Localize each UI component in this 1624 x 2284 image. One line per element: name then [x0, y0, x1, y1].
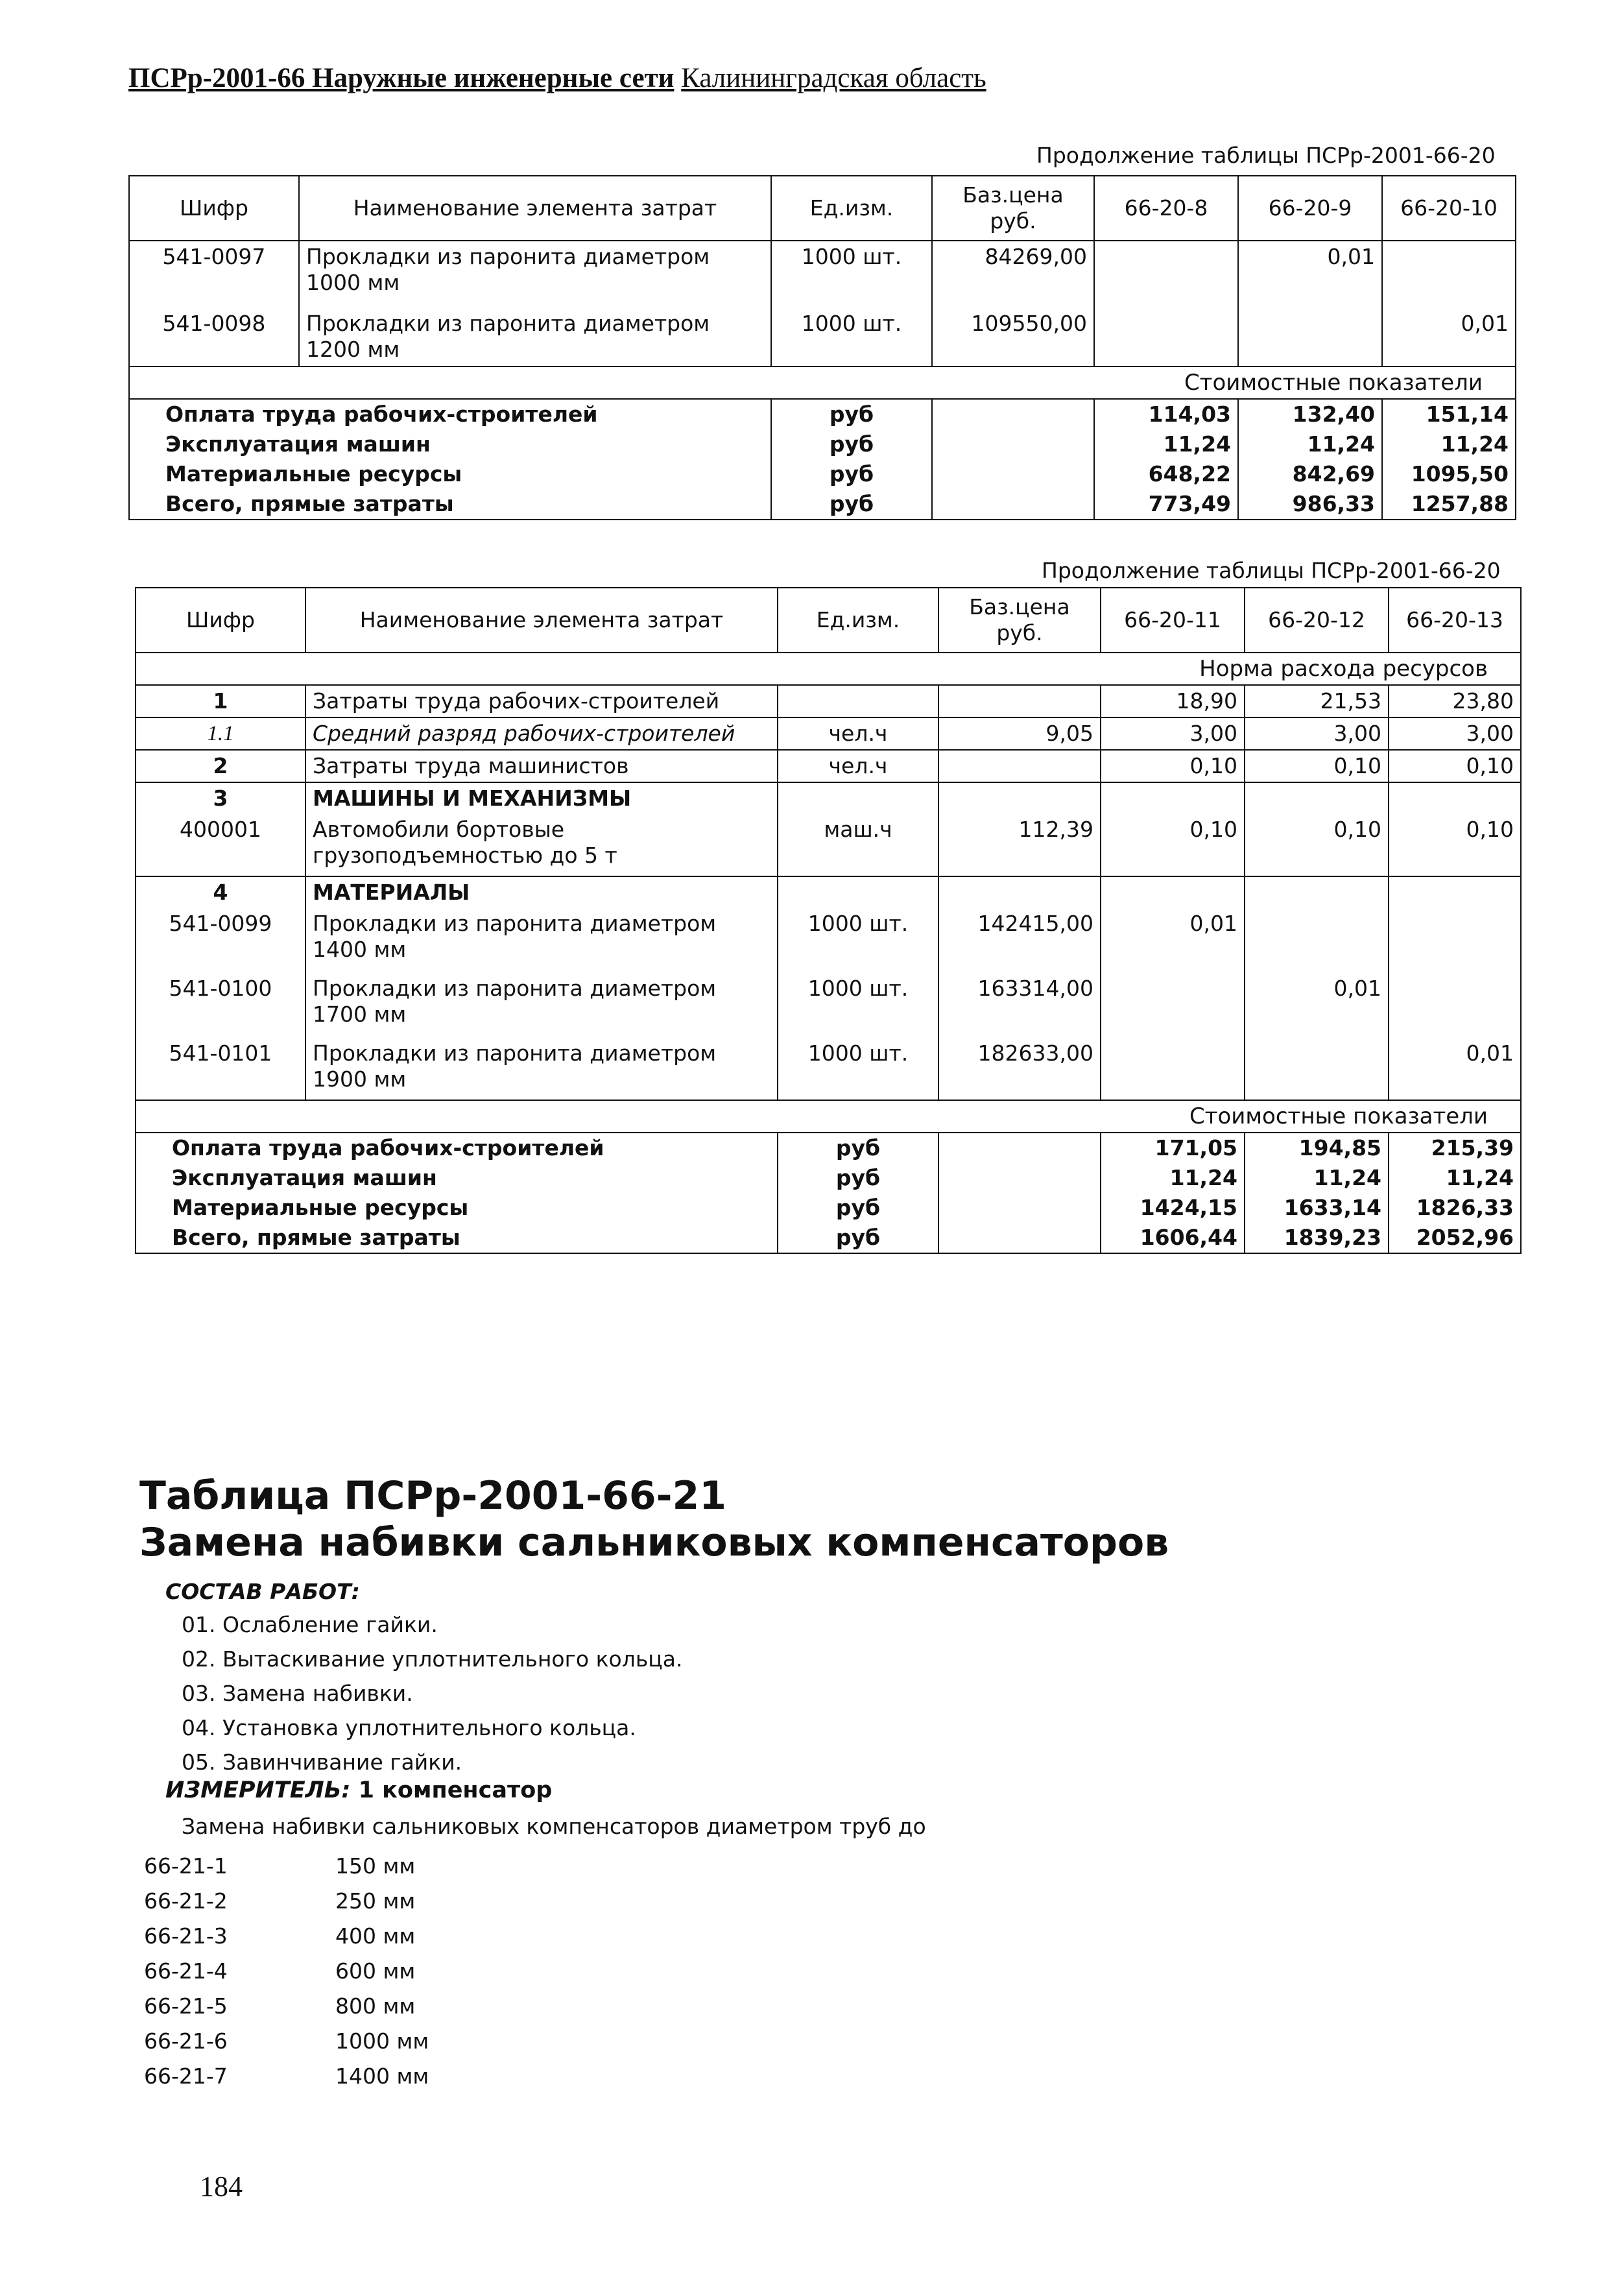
summary-label: Материальные ресурсы [129, 459, 771, 489]
summary-value: 11,24 [1382, 429, 1516, 459]
list-item [144, 2059, 429, 2094]
row-value [1389, 973, 1521, 1038]
row-value [1245, 782, 1389, 814]
row-code: 541-0101 [136, 1038, 305, 1100]
header-cell: 66-20-10 [1382, 176, 1516, 241]
work-step: 01. Ослабление гайки. [182, 1612, 438, 1637]
header-cell: 66-20-13 [1389, 588, 1521, 653]
row-value [1389, 908, 1521, 973]
row-price [938, 876, 1101, 908]
summary-row [136, 1193, 1521, 1223]
header-cell: Баз.цена руб. [938, 588, 1101, 653]
table-row [136, 717, 1521, 750]
item-code: 66-21-2 [144, 1888, 228, 1914]
header-cell: 66-20-9 [1238, 176, 1382, 241]
table-row [136, 973, 1521, 1038]
row-price [938, 750, 1101, 782]
item-code: 66-21-3 [144, 1923, 228, 1949]
summary-value: 11,24 [1094, 429, 1238, 459]
summary-blank [932, 459, 1094, 489]
table2 [135, 587, 1522, 1254]
codes-list [144, 1849, 429, 2094]
row-code: 400001 [136, 814, 305, 876]
izmeritel-value: 1 компенсатор [358, 1777, 553, 1803]
summary-value: 11,24 [1101, 1163, 1245, 1193]
header-cell: 66-20-8 [1094, 176, 1238, 241]
row-value: 0,01 [1238, 241, 1382, 308]
summary-blank [938, 1133, 1101, 1163]
row-name: Прокладки из паронита диаметром 1200 мм [299, 308, 771, 367]
row-value: 0,10 [1245, 814, 1389, 876]
row-unit [778, 782, 938, 814]
list-item [144, 1954, 429, 1989]
table1-header-row [129, 176, 1516, 241]
row-value: 0,10 [1101, 814, 1245, 876]
row-value [1094, 241, 1238, 308]
summary-label: Эксплуатация машин [129, 429, 771, 459]
header-cell: Наименование элемента затрат [299, 176, 771, 241]
page-number: 184 [200, 2170, 243, 2202]
table-row [129, 308, 1516, 367]
row-name: Затраты труда рабочих-строителей [305, 685, 778, 717]
summary-unit: руб [778, 1163, 938, 1193]
row-price [938, 685, 1101, 717]
summary-value: 11,24 [1238, 429, 1382, 459]
item-size: 150 мм [335, 1853, 416, 1879]
summary-blank [932, 429, 1094, 459]
row-price: 84269,00 [932, 241, 1094, 308]
work-steps-list [182, 1607, 682, 1779]
item-code: 66-21-1 [144, 1853, 228, 1879]
list-item [144, 1849, 429, 1884]
table-row [136, 814, 1521, 876]
section-row [129, 367, 1516, 399]
summary-value: 2052,96 [1389, 1223, 1521, 1253]
summary-blank [932, 399, 1094, 429]
summary-value: 986,33 [1238, 489, 1382, 520]
summary-unit: руб [771, 489, 932, 520]
row-name: Автомобили бортовые грузоподъемностью до 5 т [305, 814, 778, 876]
section-title-line1: Таблица ПСРр-2001-66-21 [139, 1473, 727, 1519]
summary-blank [932, 489, 1094, 520]
row-value: 0,01 [1389, 1038, 1521, 1100]
table2-header-row [136, 588, 1521, 653]
row-value [1101, 782, 1245, 814]
summary-value: 215,39 [1389, 1133, 1521, 1163]
row-value [1245, 1038, 1389, 1100]
row-name: Прокладки из паронита диаметром 1900 мм [305, 1038, 778, 1100]
row-value [1382, 241, 1516, 308]
item-code: 66-21-6 [144, 2028, 228, 2054]
row-code: 4 [136, 876, 305, 908]
summary-label: Эксплуатация машин [136, 1163, 778, 1193]
row-value [1389, 876, 1521, 908]
summary-blank [938, 1163, 1101, 1193]
section-description: Замена набивки сальниковых компенсаторов диаметром труб до [182, 1814, 926, 1839]
table-row [136, 1038, 1521, 1100]
row-name: Средний разряд рабочих-строителей [305, 717, 778, 750]
row-code: 1.1 [136, 717, 305, 750]
row-name: Прокладки из паронита диаметром 1700 мм [305, 973, 778, 1038]
item-size: 800 мм [335, 1993, 416, 2019]
row-price: 112,39 [938, 814, 1101, 876]
header-cell: Ед.изм. [778, 588, 938, 653]
list-item [144, 2024, 429, 2059]
summary-unit: руб [771, 399, 932, 429]
row-price [938, 782, 1101, 814]
header-cell: Шифр [129, 176, 299, 241]
table-row [136, 782, 1521, 814]
list-item [144, 1884, 429, 1919]
cost-section-label: Стоимостные показатели [136, 1100, 1521, 1133]
table2-continuation: Продолжение таблицы ПСРр-2001-66-20 [1042, 558, 1501, 583]
summary-blank [938, 1193, 1101, 1223]
summary-value: 1826,33 [1389, 1193, 1521, 1223]
item-code: 66-21-7 [144, 2063, 228, 2089]
summary-value: 1095,50 [1382, 459, 1516, 489]
table-row [136, 908, 1521, 973]
summary-row [136, 1223, 1521, 1253]
list-item [144, 1989, 429, 2024]
section-row [136, 1100, 1521, 1133]
summary-row [136, 1163, 1521, 1193]
row-value [1101, 876, 1245, 908]
table-row [129, 241, 1516, 308]
summary-value: 1424,15 [1101, 1193, 1245, 1223]
row-name: Затраты труда машинистов [305, 750, 778, 782]
header-cell: Баз.цена руб. [932, 176, 1094, 241]
section-title-line2: Замена набивки сальниковых компенсаторов [139, 1520, 1169, 1565]
row-unit [778, 876, 938, 908]
header-cell: Шифр [136, 588, 305, 653]
sostav-label: СОСТАВ РАБОТ: [165, 1579, 360, 1604]
row-value [1389, 782, 1521, 814]
summary-unit: руб [778, 1133, 938, 1163]
summary-row [129, 429, 1516, 459]
summary-value: 11,24 [1389, 1163, 1521, 1193]
row-unit: 1000 шт. [771, 308, 932, 367]
row-value: 3,00 [1101, 717, 1245, 750]
row-price: 182633,00 [938, 1038, 1101, 1100]
row-code: 541-0097 [129, 241, 299, 308]
summary-value: 648,22 [1094, 459, 1238, 489]
table-row [136, 685, 1521, 717]
item-size: 600 мм [335, 1958, 416, 1984]
norm-section-label: Норма расхода ресурсов [136, 653, 1521, 685]
summary-unit: руб [778, 1193, 938, 1223]
summary-label: Всего, прямые затраты [136, 1223, 778, 1253]
summary-value: 1839,23 [1245, 1223, 1389, 1253]
row-value: 23,80 [1389, 685, 1521, 717]
summary-value: 1257,88 [1382, 489, 1516, 520]
row-price: 142415,00 [938, 908, 1101, 973]
summary-unit: руб [778, 1223, 938, 1253]
summary-label: Оплата труда рабочих-строителей [129, 399, 771, 429]
summary-row [129, 459, 1516, 489]
row-value: 0,01 [1101, 908, 1245, 973]
row-code: 541-0099 [136, 908, 305, 973]
row-value [1245, 908, 1389, 973]
summary-value: 1606,44 [1101, 1223, 1245, 1253]
row-code: 541-0098 [129, 308, 299, 367]
row-value [1101, 973, 1245, 1038]
item-code: 66-21-4 [144, 1958, 228, 1984]
row-value [1245, 876, 1389, 908]
row-unit: чел.ч [778, 717, 938, 750]
row-value: 18,90 [1101, 685, 1245, 717]
summary-label: Материальные ресурсы [136, 1193, 778, 1223]
row-code: 1 [136, 685, 305, 717]
section-row [136, 653, 1521, 685]
item-size: 400 мм [335, 1923, 416, 1949]
row-value: 3,00 [1389, 717, 1521, 750]
row-price: 109550,00 [932, 308, 1094, 367]
work-step: 04. Установка уплотнительного кольца. [182, 1715, 636, 1740]
summary-row [129, 489, 1516, 520]
summary-value: 132,40 [1238, 399, 1382, 429]
row-unit [778, 685, 938, 717]
item-size: 1000 мм [335, 2028, 429, 2054]
item-code: 66-21-5 [144, 1993, 228, 2019]
row-name: МАТЕРИАЛЫ [305, 876, 778, 908]
row-name: Прокладки из паронита диаметром 1400 мм [305, 908, 778, 973]
row-value: 0,01 [1382, 308, 1516, 367]
row-unit: 1000 шт. [771, 241, 932, 308]
izmeritel-label: ИЗМЕРИТЕЛЬ: [165, 1777, 351, 1803]
row-unit: маш.ч [778, 814, 938, 876]
row-value: 21,53 [1245, 685, 1389, 717]
summary-value: 11,24 [1245, 1163, 1389, 1193]
row-code: 2 [136, 750, 305, 782]
header-code-title: ПСРр-2001-66 Наружные инженерные сети [128, 63, 675, 93]
row-value: 3,00 [1245, 717, 1389, 750]
row-value [1094, 308, 1238, 367]
summary-value: 1633,14 [1245, 1193, 1389, 1223]
row-code: 541-0100 [136, 973, 305, 1038]
row-unit: чел.ч [778, 750, 938, 782]
row-unit: 1000 шт. [778, 1038, 938, 1100]
row-value [1238, 308, 1382, 367]
row-code: 3 [136, 782, 305, 814]
summary-value: 151,14 [1382, 399, 1516, 429]
work-step: 05. Завинчивание гайки. [182, 1749, 462, 1775]
row-value: 0,10 [1245, 750, 1389, 782]
summary-row [129, 399, 1516, 429]
header-region: Калининградская область [681, 63, 986, 93]
summary-value: 773,49 [1094, 489, 1238, 520]
summary-label: Оплата труда рабочих-строителей [136, 1133, 778, 1163]
izmeritel [165, 1777, 552, 1803]
header-cell: Ед.изм. [771, 176, 932, 241]
summary-unit: руб [771, 459, 932, 489]
summary-value: 194,85 [1245, 1133, 1389, 1163]
work-step: 02. Вытаскивание уплотнительного кольца. [182, 1646, 683, 1672]
work-step: 03. Замена набивки. [182, 1681, 413, 1706]
row-unit: 1000 шт. [778, 908, 938, 973]
item-size: 250 мм [335, 1888, 416, 1914]
page-header [128, 62, 1069, 94]
summary-value: 114,03 [1094, 399, 1238, 429]
item-size: 1400 мм [335, 2063, 429, 2089]
row-price: 9,05 [938, 717, 1101, 750]
summary-unit: руб [771, 429, 932, 459]
row-value: 0,10 [1101, 750, 1245, 782]
summary-row [136, 1133, 1521, 1163]
header-cell: Наименование элемента затрат [305, 588, 778, 653]
table1 [128, 175, 1516, 520]
row-unit: 1000 шт. [778, 973, 938, 1038]
summary-value: 842,69 [1238, 459, 1382, 489]
row-name: МАШИНЫ И МЕХАНИЗМЫ [305, 782, 778, 814]
table1-continuation: Продолжение таблицы ПСРр-2001-66-20 [1036, 143, 1496, 168]
list-item [144, 1919, 429, 1954]
summary-blank [938, 1223, 1101, 1253]
row-value: 0,01 [1245, 973, 1389, 1038]
row-price: 163314,00 [938, 973, 1101, 1038]
row-value [1101, 1038, 1245, 1100]
row-value: 0,10 [1389, 750, 1521, 782]
header-cell: 66-20-11 [1101, 588, 1245, 653]
table-row [136, 750, 1521, 782]
summary-value: 171,05 [1101, 1133, 1245, 1163]
summary-label: Всего, прямые затраты [129, 489, 771, 520]
header-cell: 66-20-12 [1245, 588, 1389, 653]
cost-section-label: Стоимостные показатели [129, 367, 1516, 399]
row-value: 0,10 [1389, 814, 1521, 876]
table-row [136, 876, 1521, 908]
row-name: Прокладки из паронита диаметром 1000 мм [299, 241, 771, 308]
section-title [139, 1473, 1169, 1566]
